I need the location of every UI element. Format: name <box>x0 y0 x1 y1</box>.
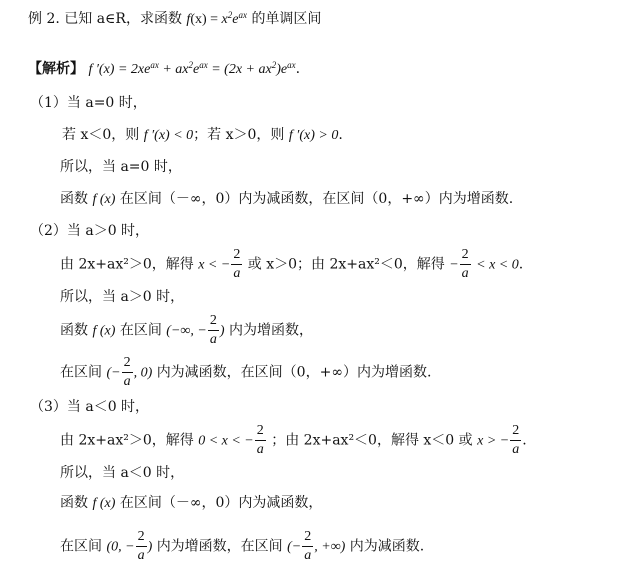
fraction-2-over-a: $\frac{2}{a}$ <box>512 423 520 457</box>
problem-label: 例 2. <box>28 11 60 27</box>
case2-so: 所以，当 a＞0 时， <box>60 289 185 305</box>
case3-intervals: 在区间 (0, − $\frac{2}{a}$ ) 内为增函数，在区间 (− $\frac{2}{a}$ , +∞) 内为减函数. <box>60 529 425 563</box>
case2-increasing: 函数 f (x) 在区间 (−∞, − $\frac{2}{a}$ ) 内为增函数， <box>60 313 313 347</box>
solution-tag: 【解析】 <box>28 61 84 77</box>
problem-statement <box>28 12 321 27</box>
case2-solve: 由 2x+ax²＞0，解得 x < − $\frac{2}{a}$ 或 x＞0；由 2x+ax²＜0，解得 − $\frac{2}{a}$ < x < 0. <box>60 247 524 281</box>
problem-tail: 的单调区间 <box>251 11 322 27</box>
problem-given: 已知 a∈R，求函数 <box>64 11 182 27</box>
fraction-2-over-a: $\frac{2}{a}$ <box>233 247 241 281</box>
fraction-2-over-a: $\frac{2}{a}$ <box>209 313 217 347</box>
derivative-expression: f $'(x) = 2xe^{ax} + ax^2e^{ax} = (2x + ax^2)e^{ax}$ <box>88 60 296 77</box>
solution-period: . <box>295 61 301 77</box>
case3-solve: 由 2x+ax²＞0，解得 0 < x < − $\frac{2}{a}$ ；由 2x+ax²＜0，解得 x＜0 或 x > − $\frac{2}{a}$ . <box>60 423 527 457</box>
case3-decreasing: 函数 f (x) 在区间（－∞，0）内为减函数， <box>60 495 323 511</box>
solution-derivative <box>28 62 300 77</box>
case2-decreasing: 在区间 (− $\frac{2}{a}$ , 0) 内为减函数，在区间（0，+∞）内为增函数. <box>60 355 432 389</box>
case1-conclusion: 函数 f (x) 在区间（－∞，0）内为减函数，在区间（0，+∞）内为增函数. <box>60 191 514 207</box>
case3-heading: （3）当 a＜0 时， <box>30 399 150 415</box>
case1-heading: （1）当 a=0 时， <box>30 95 147 111</box>
fraction-2-over-a: $\frac{2}{a}$ <box>123 355 131 389</box>
case1-so: 所以，当 a=0 时， <box>60 159 182 175</box>
case3-so: 所以，当 a＜0 时， <box>60 465 185 481</box>
fraction-2-over-a: $\frac{2}{a}$ <box>256 423 264 457</box>
fraction-2-over-a: $\frac{2}{a}$ <box>137 529 145 563</box>
fraction-2-over-a: $\frac{2}{a}$ <box>461 247 469 281</box>
function-expression: $f(x) = x^2e^{ax}$ <box>186 10 247 27</box>
case2-heading: （2）当 a＞0 时， <box>30 223 150 239</box>
fraction-2-over-a: $\frac{2}{a}$ <box>304 529 312 563</box>
case1-sign-analysis: 若 x＜0，则 f ′(x) < 0；若 x＞0，则 f ′(x) > 0. <box>62 127 343 143</box>
